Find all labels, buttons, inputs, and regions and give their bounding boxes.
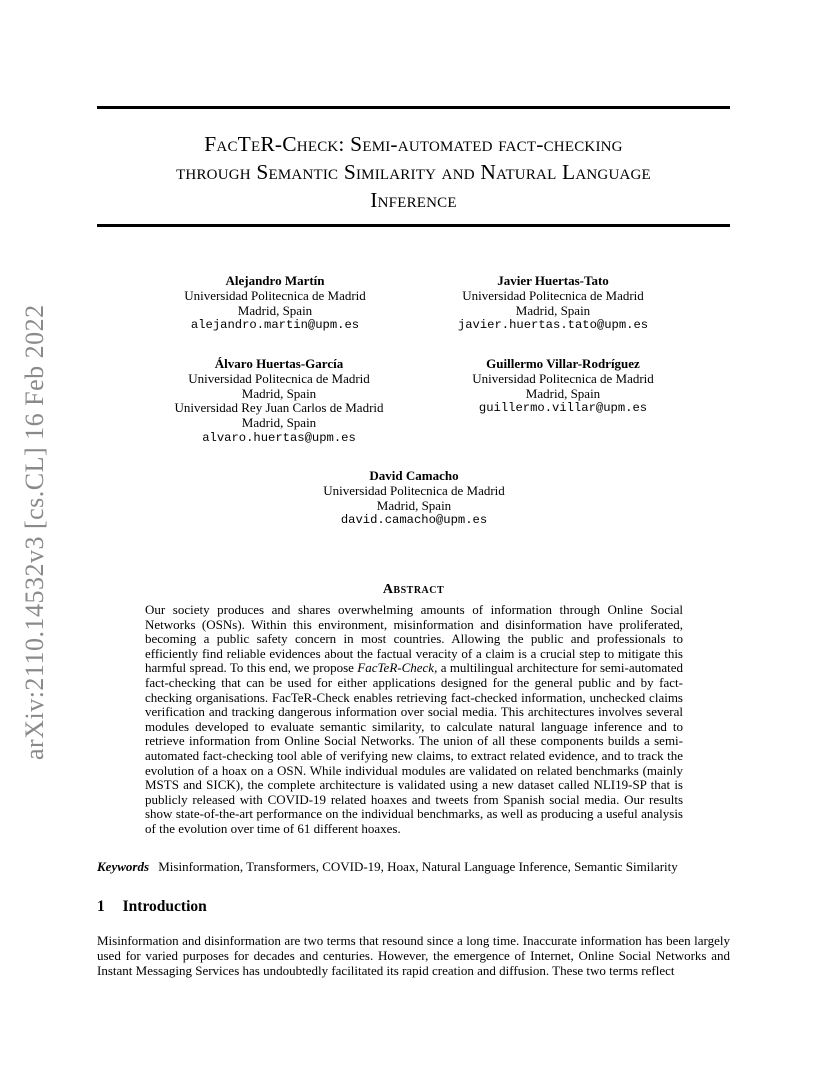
author-email: guillermo.villar@upm.es (478, 401, 648, 416)
author-affiliation: Universidad Politecnica de Madrid (184, 287, 366, 303)
author-affiliation: Universidad Politecnica de Madrid (472, 370, 654, 386)
section-heading (97, 898, 207, 916)
author-location: Madrid, Spain (241, 385, 317, 401)
author-name: David Camacho (369, 468, 459, 483)
author-location: Madrid, Spain (525, 385, 601, 401)
abstract-text (145, 603, 683, 837)
author-location: Madrid, Spain (515, 302, 591, 318)
author-name: Alejandro Martín (225, 273, 325, 288)
title-rule-top (97, 106, 730, 109)
arxiv-sidebar-stamp: arXiv:2110.14532v3 [cs.CL] 16 Feb 2022 (20, 304, 49, 760)
keywords-label: Keywords (97, 859, 149, 874)
author-email: alvaro.huertas@upm.es (202, 430, 356, 445)
paper-title (97, 130, 730, 214)
section-number: 1 (97, 898, 105, 915)
abstract-italic-name: FacTeR-Check (357, 660, 435, 676)
author-block (428, 274, 678, 333)
author-email: david.camacho@upm.es (340, 513, 488, 528)
keywords-text: Misinformation, Transformers, COVID-19, Hoax, Natural Language Inference, Semantic Similarity (158, 859, 678, 874)
author-affiliation: Universidad Politecnica de Madrid (188, 370, 370, 386)
author-location-2: Madrid, Spain (241, 415, 317, 431)
author-affiliation: Universidad Politecnica de Madrid (462, 287, 644, 303)
title-line-3: Inference (370, 188, 457, 212)
author-location: Madrid, Spain (237, 302, 313, 318)
author-affiliation-2: Universidad Rey Juan Carlos de Madrid (174, 400, 384, 416)
author-email: alejandro.martin@upm.es (190, 318, 360, 333)
author-affiliation: Universidad Politecnica de Madrid (323, 482, 505, 498)
author-email: javier.huertas.tato@upm.es (457, 318, 649, 333)
author-location: Madrid, Spain (376, 497, 452, 513)
abstract-text-part-1: Our society produces and shares overwhelming amounts of information through Online Social Networks (OSNs). Within this environment, misinformation and disinformation have proliferated, becoming a public safety concern in most countries. Allowing the public and professionals to efficiently find reliable evidences about the factual veracity of a claim is a crucial step to mitigate this harmful spread. To this end, we propose (145, 602, 683, 676)
author-block (438, 357, 688, 416)
author-name: Javier Huertas-Tato (497, 273, 609, 288)
keywords-line (97, 859, 737, 875)
author-block (150, 274, 400, 333)
title-rule-bottom (97, 224, 730, 227)
author-name: Guillermo Villar-Rodríguez (486, 356, 640, 371)
section-title: Introduction (122, 898, 207, 915)
author-name: Álvaro Huertas-García (214, 356, 344, 371)
abstract-heading: Abstract (382, 582, 445, 597)
title-line-1: FacTeR-Check: Semi-automated fact-checking (204, 132, 623, 156)
author-block (150, 357, 408, 446)
author-block (289, 469, 539, 528)
title-line-2: through Semantic Similarity and Natural Language (176, 160, 651, 184)
intro-paragraph: Misinformation and disinformation are two terms that resound since a long time. Inaccurate information has been largely used for varied purposes for decades and centuries. However, the emergence of Internet, Online Social Networks and Instant Messaging Services has undoubtedly facilitated its rapid creation and diffusion. These two terms reflect (97, 933, 730, 979)
abstract-text-part-2: , a multilingual architecture for semi-automated fact-checking that can be used for either applications designed for the general public and by fact-checking organisations. FacTeR-Check enables retrieving fact-checked information, unchecked claims verification and tracking dangerous information over social media. This architectures involves several modules developed to evaluate semantic similarity, to calculate natural language inference and to retrieve information from Online Social Networks. The union of all these components builds a semi-automated fact-checking tool able of verifying new claims, to extract related evidence, and to track the evolution of a hoax on a OSN. While individual modules are validated on related benchmarks (mainly MSTS and SICK), the complete architecture is validated using a new dataset called NLI19-SP that is publicly released with COVID-19 related hoaxes and tweets from Spanish social media. Our results show state-of-the-art performance on the individual benchmarks, as well as producing a useful analysis of the evolution over time of 61 different hoaxes. (145, 660, 683, 836)
